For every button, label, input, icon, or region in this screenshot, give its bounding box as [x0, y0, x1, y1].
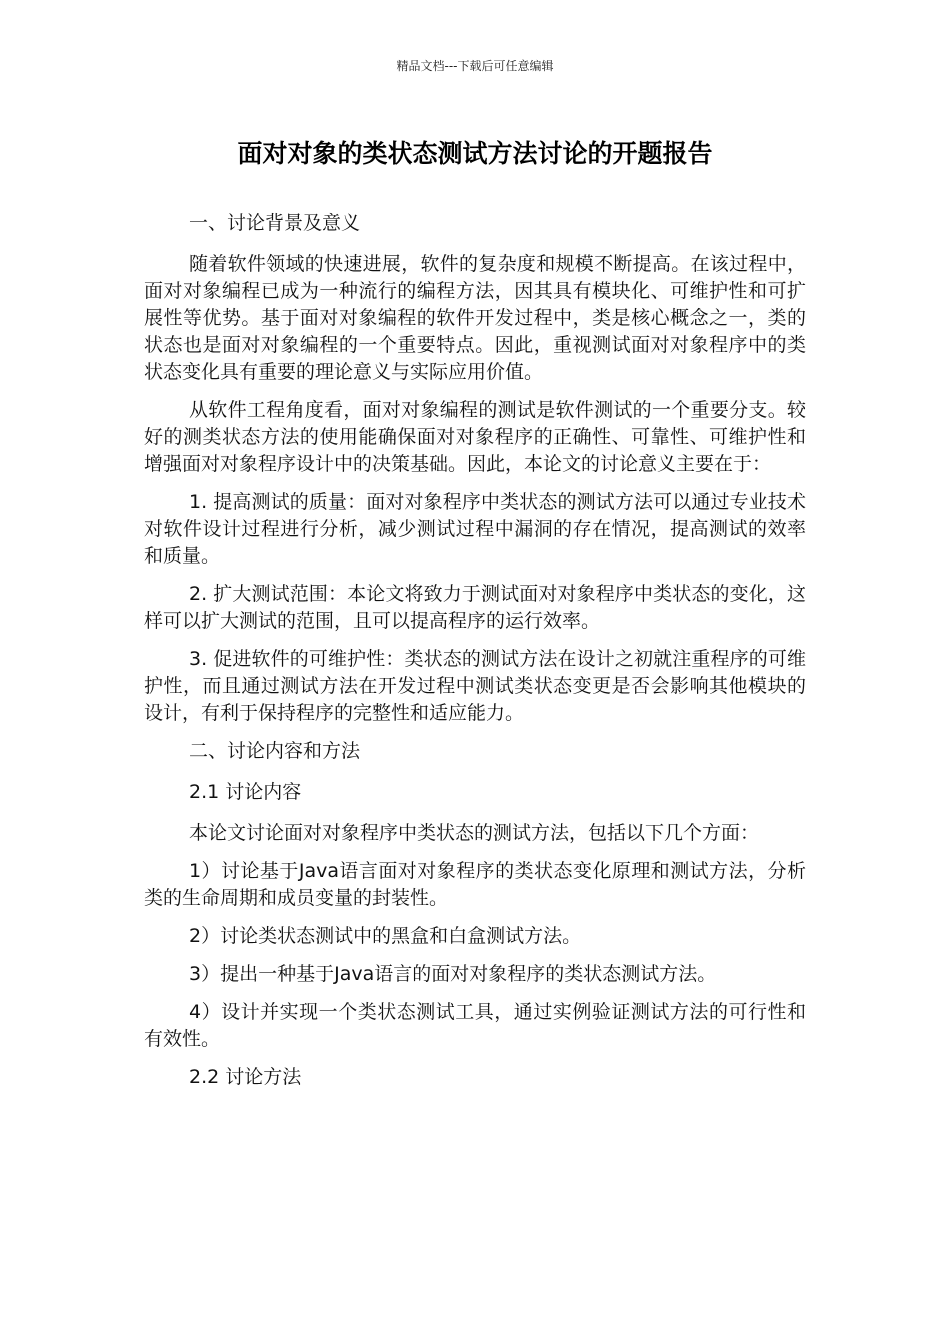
list-item: 1）讨论基于Java语言面对对象程序的类状态变化原理和测试方法，分析类的生命周期和成员变量的封装性。	[144, 860, 806, 909]
list-item: 4）设计并实现一个类状态测试工具，通过实例验证测试方法的可行性和有效性。	[144, 1001, 806, 1050]
list-item: 3）提出一种基于Java语言的面对对象程序的类状态测试方法。	[189, 963, 717, 985]
paragraph: 随着软件领域的快速进展，软件的复杂度和规模不断提高。在该过程中，面对对象编程已成为一种流行的编程方法，因其具有模块化、可维护性和可扩展性等优势。基于面对对象编程的软件开发过程中，类是核心概念之一，类的状态也是面对对象编程的一个重要特点。因此，重视测试面对对象程序中的类状态变化具有重要的理论意义与实际应用价值。	[144, 253, 806, 383]
subsection-heading: 2.1 讨论内容	[189, 781, 302, 803]
subsection-heading: 2.2 讨论方法	[189, 1066, 302, 1088]
paragraph: 本论文讨论面对对象程序中类状态的测试方法，包括以下几个方面：	[189, 822, 760, 844]
page-header: 精品文档---下载后可任意编辑	[396, 59, 554, 73]
section-heading: 二、讨论内容和方法	[189, 740, 361, 762]
section-heading: 一、讨论背景及意义	[189, 212, 361, 234]
paragraph: 从软件工程角度看，面对对象编程的测试是软件测试的一个重要分支。较好的测类状态方法的使用能确保面对对象程序的正确性、可靠性、可维护性和增强面对对象程序设计中的决策基础。因此，本论文的讨论意义主要在于：	[144, 399, 806, 475]
list-item: 3. 促进软件的可维护性：类状态的测试方法在设计之初就注重程序的可维护性，而且通过测试方法在开发过程中测试类状态变更是否会影响其他模块的设计，有利于保持程序的完整性和适应能力。	[144, 648, 806, 724]
document-body	[144, 210, 806, 1105]
document-title: 面对对象的类状态测试方法讨论的开题报告	[237, 139, 713, 168]
list-item: 1. 提高测试的质量：面对对象程序中类状态的测试方法可以通过专业技术对软件设计过程进行分析，减少测试过程中漏洞的存在情况，提高测试的效率和质量。	[144, 491, 806, 567]
list-item: 2. 扩大测试范围：本论文将致力于测试面对对象程序中类状态的变化，这样可以扩大测试的范围，且可以提高程序的运行效率。	[144, 583, 806, 632]
list-item: 2）讨论类状态测试中的黑盒和白盒测试方法。	[189, 925, 582, 947]
